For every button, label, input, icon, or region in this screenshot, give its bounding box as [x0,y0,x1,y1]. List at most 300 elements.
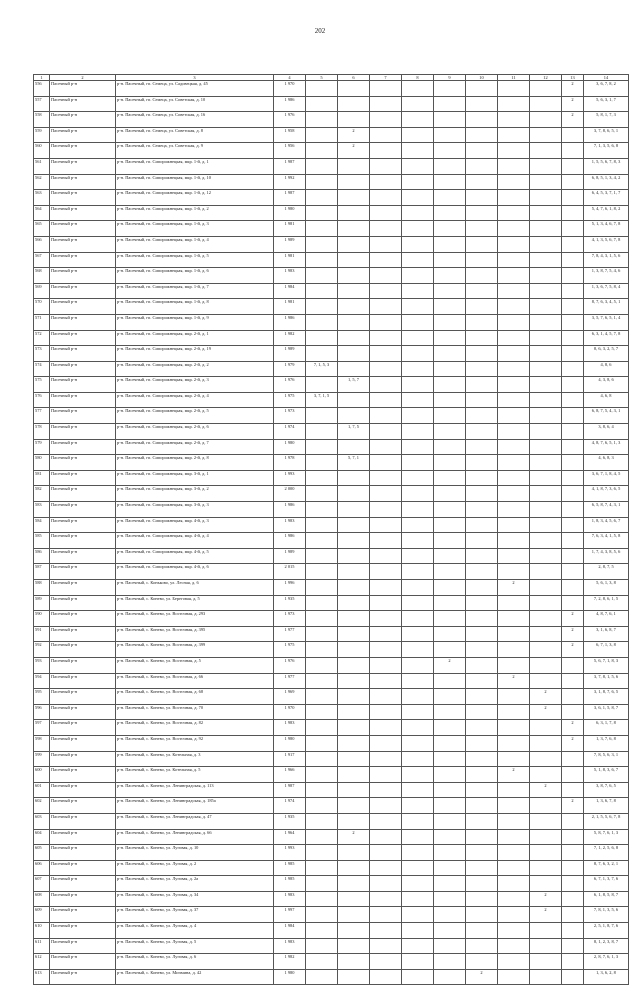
col12-cell [530,517,562,533]
col6-cell [338,969,370,985]
col8-cell [402,845,434,861]
col9-cell [434,829,466,845]
col9-cell [434,923,466,939]
col14-cell: 4, 1, 3, 5, 6, 7, 8 [584,236,629,252]
col11-cell [498,330,530,346]
col8-cell [402,330,434,346]
col7-cell [370,314,402,330]
col8-cell [402,408,434,424]
col12-cell [530,112,562,128]
col5-cell [306,938,338,954]
col7-cell [370,954,402,970]
year-cell: 1 983 [274,517,306,533]
district-cell: Пасечный р-н [50,813,116,829]
col8-cell [402,642,434,658]
row-number: 561 [34,158,50,174]
col5-cell [306,236,338,252]
col9-cell [434,174,466,190]
row-number: 588 [34,580,50,596]
col10-cell [466,923,498,939]
col9-cell [434,439,466,455]
col12-cell [530,252,562,268]
district-cell: Пасечный р-н [50,782,116,798]
table-row [34,81,629,97]
col11-cell [498,236,530,252]
col5-cell [306,96,338,112]
col5-cell [306,158,338,174]
col9-cell [434,96,466,112]
col7-cell [370,361,402,377]
col10-cell [466,361,498,377]
col11-cell [498,112,530,128]
district-cell: Пасечный р-н [50,221,116,237]
col11-cell: 2 [498,767,530,783]
col10-cell [466,158,498,174]
row-number: 556 [34,81,50,97]
table-row [34,392,629,408]
row-number: 593 [34,657,50,673]
col10-cell [466,642,498,658]
year-cell: 1 985 [274,876,306,892]
col13-cell [562,252,584,268]
year-cell: 1 978 [274,455,306,471]
col7-cell [370,767,402,783]
col9-cell [434,502,466,518]
row-number: 582 [34,486,50,502]
col14-cell: 2, 8, 7, 5 [584,564,629,580]
col7-cell [370,642,402,658]
row-number: 580 [34,455,50,471]
year-cell: 1 984 [274,923,306,939]
district-cell: Пасечный р-н [50,938,116,954]
col11-cell [498,626,530,642]
col8-cell [402,611,434,627]
year-cell: 1 986 [274,96,306,112]
col12-cell [530,564,562,580]
row-number: 559 [34,127,50,143]
col14-cell: 1, 3, 6, 2, 8 [584,969,629,985]
row-number: 587 [34,564,50,580]
col7-cell [370,283,402,299]
col7-cell [370,408,402,424]
col14-cell: 4, 8, 6 [584,361,629,377]
col9-cell [434,813,466,829]
row-number: 594 [34,673,50,689]
col8-cell [402,112,434,128]
col9-cell [434,392,466,408]
col13-cell [562,845,584,861]
col9-cell [434,689,466,705]
col11-cell [498,533,530,549]
col7-cell [370,533,402,549]
col6-cell [338,564,370,580]
col8-cell [402,96,434,112]
col10-cell [466,221,498,237]
year-cell: 1 964 [274,829,306,845]
address-cell: р-н. Пасечный, с. Конево, ул. Ленинградская, д. 185а [116,798,274,814]
col10-cell [466,314,498,330]
col6-cell [338,657,370,673]
col6-cell: 1, 5, 7 [338,377,370,393]
column-header: 1 [34,75,50,81]
district-cell: Пасечный р-н [50,143,116,159]
col14-cell: 4, 6, 8 [584,392,629,408]
col8-cell [402,314,434,330]
district-cell: Пасечный р-н [50,236,116,252]
col6-cell [338,174,370,190]
district-cell: Пасечный р-н [50,673,116,689]
col6-cell [338,860,370,876]
col6-cell [338,626,370,642]
col11-cell [498,923,530,939]
row-number: 601 [34,782,50,798]
col14-cell: 4, 6, 8, 3 [584,455,629,471]
col14-cell: 6, 3, 1, 4, 5, 7, 8 [584,330,629,346]
col12-cell [530,657,562,673]
col13-cell [562,439,584,455]
col8-cell [402,595,434,611]
col8-cell [402,580,434,596]
col8-cell [402,782,434,798]
table-row [34,408,629,424]
col9-cell [434,845,466,861]
col5-cell [306,486,338,502]
col6-cell [338,517,370,533]
col9-cell [434,954,466,970]
col9-cell [434,938,466,954]
col9-cell [434,158,466,174]
year-cell: 1 986 [274,533,306,549]
col9-cell [434,720,466,736]
row-number: 583 [34,502,50,518]
col12-cell: 2 [530,689,562,705]
row-number: 605 [34,845,50,861]
col10-cell [466,954,498,970]
col7-cell [370,548,402,564]
col13-cell [562,377,584,393]
col6-cell [338,938,370,954]
address-cell: р-н. Пасечный, гп. Сипорожнецкая, мкр. 2-й, д. 2 [116,361,274,377]
col12-cell [530,860,562,876]
col9-cell [434,517,466,533]
row-number: 558 [34,112,50,128]
col8-cell [402,221,434,237]
col12-cell [530,533,562,549]
col6-cell [338,580,370,596]
col7-cell [370,190,402,206]
row-number: 591 [34,626,50,642]
col8-cell [402,938,434,954]
district-cell: Пасечный р-н [50,299,116,315]
col5-cell [306,190,338,206]
table-row [34,751,629,767]
col7-cell [370,517,402,533]
col9-cell [434,205,466,221]
address-cell: р-н. Пасечный, гп. Сипорожнецкая, мкр. 1-й, д. 6 [116,268,274,284]
col8-cell [402,424,434,440]
col5-cell [306,564,338,580]
row-number: 600 [34,767,50,783]
table-row [34,642,629,658]
row-number: 597 [34,720,50,736]
col12-cell [530,439,562,455]
table-row [34,314,629,330]
col13-cell [562,969,584,985]
col13-cell [562,221,584,237]
year-cell: 1 980 [274,439,306,455]
col9-cell [434,424,466,440]
row-number: 586 [34,548,50,564]
col11-cell [498,158,530,174]
col12-cell [530,221,562,237]
col12-cell [530,361,562,377]
table-row [34,361,629,377]
row-number: 603 [34,813,50,829]
year-cell: 1 987 [274,190,306,206]
col8-cell [402,517,434,533]
col9-cell [434,81,466,97]
col11-cell [498,96,530,112]
district-cell: Пасечный р-н [50,314,116,330]
col9-cell [434,642,466,658]
table-row [34,954,629,970]
year-cell: 1 987 [274,782,306,798]
col10-cell [466,112,498,128]
row-number: 564 [34,205,50,221]
col8-cell [402,876,434,892]
col14-cell: 3, 1, 6, 8, 7 [584,626,629,642]
col5-cell [306,642,338,658]
table-row [34,470,629,486]
year-cell: 1 975 [274,392,306,408]
address-cell: р-н. Пасечный, гп. Семеца, ул. Советская, д. 16 [116,112,274,128]
col7-cell [370,813,402,829]
col8-cell [402,486,434,502]
col13-cell [562,502,584,518]
district-cell: Пасечный р-н [50,424,116,440]
col8-cell [402,735,434,751]
col5-cell [306,127,338,143]
col6-cell [338,798,370,814]
col6-cell [338,954,370,970]
row-number: 611 [34,938,50,954]
col11-cell [498,657,530,673]
col14-cell: 4, 3, 8, 6 [584,377,629,393]
district-cell: Пасечный р-н [50,377,116,393]
address-cell: р-н. Пасечный, с. Конево, ул. Луговая, д. 4 [116,923,274,939]
address-cell: р-н. Пасечный, гп. Сипорожнецкая, мкр. 3-й, д. 1 [116,470,274,486]
district-cell: Пасечный р-н [50,408,116,424]
row-number: 581 [34,470,50,486]
row-number: 562 [34,174,50,190]
col7-cell [370,439,402,455]
col5-cell [306,314,338,330]
year-cell: 1 983 [274,268,306,284]
district-cell: Пасечный р-н [50,174,116,190]
address-cell: р-н. Пасечный, гп. Сипорожнецкая, мкр. 1-й, д. 5 [116,252,274,268]
col13-cell [562,205,584,221]
col5-cell [306,720,338,736]
col11-cell [498,954,530,970]
year-cell: 1 956 [274,143,306,159]
col11-cell [498,408,530,424]
col9-cell [434,127,466,143]
table-row [34,595,629,611]
year-cell: 1 987 [274,158,306,174]
col10-cell [466,439,498,455]
col12-cell [530,127,562,143]
col10-cell [466,564,498,580]
col11-cell [498,424,530,440]
row-number: 592 [34,642,50,658]
col13-cell [562,954,584,970]
col8-cell [402,829,434,845]
col9-cell [434,330,466,346]
col8-cell [402,143,434,159]
year-cell: 1 935 [274,813,306,829]
address-cell: р-н. Пасечный, гп. Сипорожнецкая, мкр. 4-й, д. 5 [116,548,274,564]
col14-cell: 4, 8, 7, 6, 1 [584,611,629,627]
row-number: 610 [34,923,50,939]
col12-cell [530,954,562,970]
district-cell: Пасечный р-н [50,580,116,596]
col13-cell [562,813,584,829]
col6-cell [338,673,370,689]
col13-cell: 2 [562,81,584,97]
col11-cell [498,845,530,861]
col14-cell: 5, 8, 1, 7, 3 [584,112,629,128]
col5-cell [306,657,338,673]
col11-cell [498,314,530,330]
year-cell: 1 989 [274,346,306,362]
col6-cell [338,470,370,486]
col13-cell [562,470,584,486]
col11-cell [498,642,530,658]
row-number: 595 [34,689,50,705]
col10-cell [466,689,498,705]
col11-cell [498,813,530,829]
col13-cell: 2 [562,626,584,642]
col9-cell [434,377,466,393]
col6-cell [338,314,370,330]
col10-cell [466,782,498,798]
col6-cell [338,158,370,174]
col6-cell [338,392,370,408]
col10-cell [466,486,498,502]
col5-cell [306,751,338,767]
col6-cell [338,408,370,424]
col5-cell [306,346,338,362]
col13-cell: 2 [562,798,584,814]
address-cell: р-н. Пасечный, с. Конево, ул. Береговая, д. 5 [116,595,274,611]
row-number: 607 [34,876,50,892]
col14-cell: 6, 8, 5, 1, 3, 4, 2 [584,174,629,190]
district-cell: Пасечный р-н [50,923,116,939]
col11-cell [498,221,530,237]
district-cell: Пасечный р-н [50,860,116,876]
col13-cell [562,408,584,424]
col6-cell [338,813,370,829]
col8-cell [402,564,434,580]
table-row [34,657,629,673]
col9-cell [434,751,466,767]
col10-cell [466,408,498,424]
col10-cell [466,330,498,346]
col6-cell [338,611,370,627]
col10-cell [466,470,498,486]
col6-cell [338,751,370,767]
address-cell: р-н. Пасечный, с. Конево, ул. Восточная, д. 66 [116,673,274,689]
col11-cell [498,782,530,798]
col10-cell [466,751,498,767]
table-row [34,969,629,985]
col6-cell [338,548,370,564]
col7-cell [370,923,402,939]
col7-cell [370,751,402,767]
col5-cell [306,704,338,720]
col10-cell [466,845,498,861]
col13-cell [562,548,584,564]
col13-cell [562,424,584,440]
col10-cell [466,704,498,720]
col14-cell: 5, 6, 1, 3, 8 [584,580,629,596]
district-cell: Пасечный р-н [50,112,116,128]
col8-cell [402,673,434,689]
col6-cell [338,533,370,549]
col14-cell: 1, 8, 3, 4, 5, 6, 7 [584,517,629,533]
col6-cell [338,330,370,346]
row-number: 585 [34,533,50,549]
address-cell: р-н. Пасечный, с. Конево, ул. Луговая, д. 5 [116,938,274,954]
col14-cell: 3, 7, 8, 1, 5, 6 [584,673,629,689]
table-row [34,798,629,814]
address-cell: р-н. Пасечный, с. Конево, ул. Восточная, д. 92 [116,735,274,751]
table-row [34,143,629,159]
year-cell: 1 935 [274,595,306,611]
col12-cell [530,548,562,564]
col8-cell [402,720,434,736]
column-header: 3 [116,75,274,81]
district-cell: Пасечный р-н [50,330,116,346]
table-row [34,580,629,596]
col12-cell [530,96,562,112]
table-row [34,299,629,315]
row-number: 584 [34,517,50,533]
district-cell: Пасечный р-н [50,642,116,658]
col8-cell [402,502,434,518]
col6-cell [338,96,370,112]
address-cell: р-н. Пасечный, с. Конево, ул. Котельная, д. 3 [116,751,274,767]
col6-cell [338,221,370,237]
col7-cell [370,876,402,892]
table-row [34,720,629,736]
col14-cell: 2, 1, 5, 5, 6, 7, 8 [584,813,629,829]
col14-cell: 4, 8, 7, 6, 5, 1, 3 [584,439,629,455]
col9-cell [434,252,466,268]
col7-cell [370,502,402,518]
district-cell: Пасечный р-н [50,689,116,705]
year-cell: 1 976 [274,112,306,128]
col13-cell [562,283,584,299]
table-row [34,221,629,237]
col5-cell [306,580,338,596]
col7-cell [370,938,402,954]
table-row [34,252,629,268]
col11-cell [498,174,530,190]
col14-cell: 2, 5, 1, 8, 7, 6 [584,923,629,939]
address-cell: р-н. Пасечный, гп. Сипорожнецкая, мкр. 1-й, д. 8 [116,299,274,315]
col6-cell [338,689,370,705]
